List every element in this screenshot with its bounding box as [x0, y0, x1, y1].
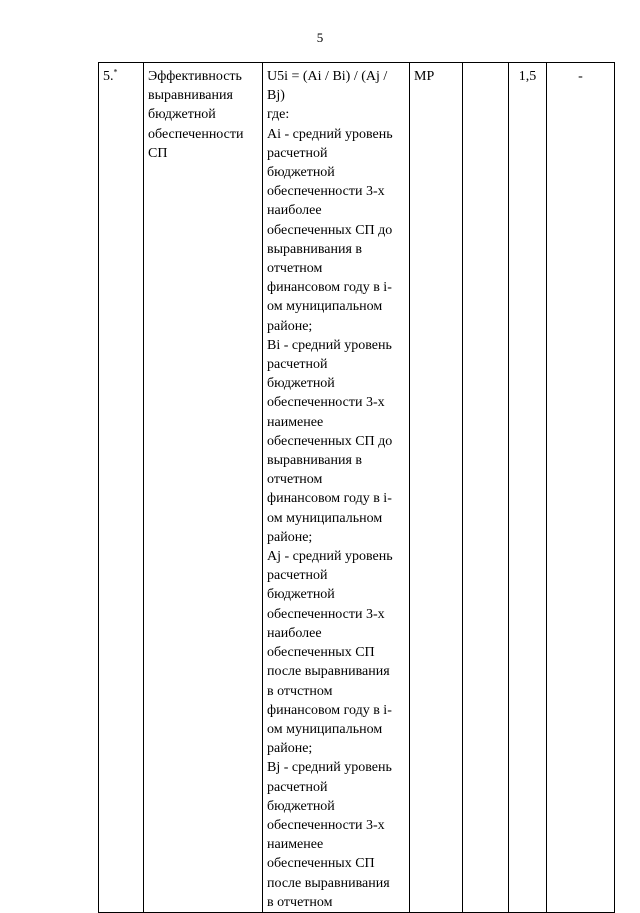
formula-line: наиболее [267, 203, 322, 219]
formula-line: наименее [267, 837, 324, 853]
formula-line: Aj - средний уровень [267, 549, 393, 565]
formula-line: ом муниципальном [267, 510, 383, 526]
indicator-table [98, 62, 615, 913]
formula-line: наиболее [267, 625, 322, 641]
empty-cell [463, 63, 509, 913]
formula-line: финансовом году в i- [267, 702, 392, 718]
table-row [99, 63, 615, 913]
formula-line: обеспеченных СП [267, 645, 375, 661]
formula-line: отчетном [267, 472, 323, 488]
page-number: 5 [316, 30, 324, 45]
formula-line: в отчстном [267, 683, 333, 699]
formula-line: районе; [267, 529, 313, 545]
formula-line: в отчетном [267, 894, 333, 910]
dash-cell: - [547, 63, 615, 913]
formula-line: ом муниципальном [267, 721, 383, 737]
level-cell: МР [410, 63, 463, 913]
indicator-name-cell [144, 63, 263, 913]
formula-line: обеспеченных СП [267, 856, 375, 872]
formula-line: финансовом году в i- [267, 491, 392, 507]
indicator-name-line: выравнивания [148, 88, 233, 104]
formula-line: бюджетной [267, 165, 335, 181]
formula-line: районе; [267, 741, 313, 757]
formula-line: обеспеченности 3-х [267, 606, 385, 622]
formula-line: где: [267, 107, 290, 123]
formula-line: районе; [267, 318, 313, 334]
weight-cell: 1,5 [509, 63, 547, 913]
formula-line: расчетной [267, 145, 328, 161]
formula-line: обеспеченных СП до [267, 433, 393, 449]
row-number-cell [99, 63, 144, 913]
indicator-name-line: обеспеченности [148, 126, 244, 142]
formula-line: обеспеченных СП до [267, 222, 393, 238]
formula-line: бюджетной [267, 798, 335, 814]
formula-line: наименее [267, 414, 324, 430]
formula-line: Ai - средний уровень [267, 126, 393, 142]
formula-line: расчетной [267, 357, 328, 373]
formula-line: выравнивания в [267, 241, 362, 257]
formula-line: U5i = (Ai / Bi) / (Aj / [267, 69, 388, 84]
formula-line: обеспеченности 3-х [267, 184, 385, 200]
formula-line: после выравнивания [267, 664, 390, 680]
row-number: 5. [103, 69, 114, 84]
indicator-name [148, 67, 258, 163]
formula-line: обеспеченности 3-х [267, 395, 385, 411]
formula-line: бюджетной [267, 587, 335, 603]
formula-line: выравнивания в [267, 453, 362, 469]
formula-line: Bi - средний уровень [267, 337, 392, 353]
formula-line: расчетной [267, 568, 328, 584]
formula-line: финансовом году в i- [267, 280, 392, 296]
row-number-footnote-mark: * [113, 67, 118, 77]
formula-description [267, 67, 405, 912]
formula-line: Bj - средний уровень [267, 760, 392, 776]
formula-line: Bj) [267, 88, 285, 104]
indicator-name-line: Эффективность [148, 69, 242, 84]
formula-line: отчетном [267, 261, 323, 277]
formula-line: бюджетной [267, 376, 335, 392]
formula-line: обеспеченности 3-х [267, 817, 385, 833]
formula-line: ом муниципальном [267, 299, 383, 315]
indicator-name-line: бюджетной [148, 107, 216, 123]
formula-cell [263, 63, 410, 913]
formula-line: после выравнивания [267, 875, 390, 891]
indicator-name-line: СП [148, 145, 168, 161]
formula-line: расчетной [267, 779, 328, 795]
